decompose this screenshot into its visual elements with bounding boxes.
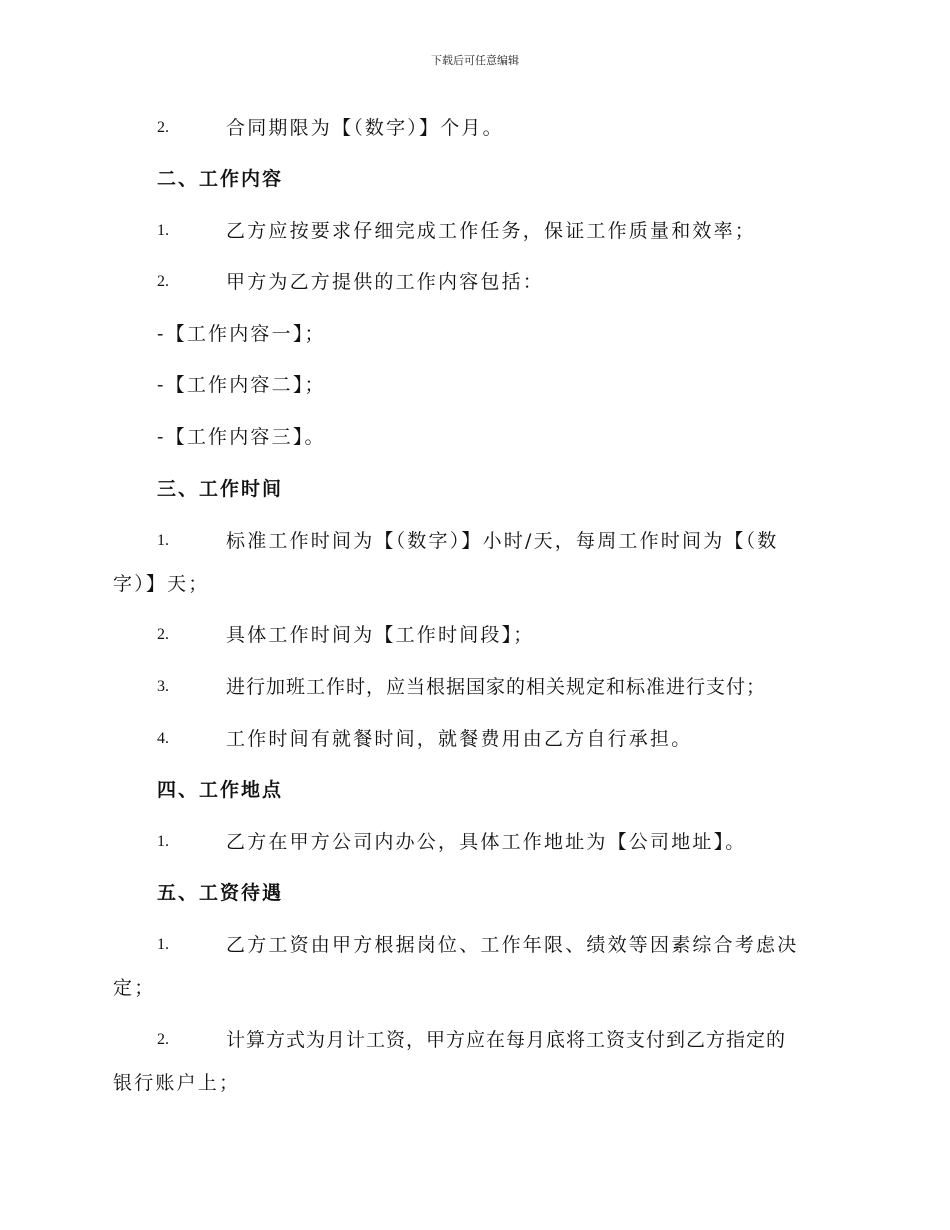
- clause-text: 进行加班工作时，应当根据国家的相关规定和标准进行支付；: [226, 676, 767, 698]
- section-heading: 四、工作地点: [157, 779, 284, 801]
- clause-number: 1.: [157, 532, 169, 549]
- clause-number: 1.: [157, 833, 169, 850]
- clause-text: 工作时间有就餐时间，就餐费用由乙方自行承担。: [226, 728, 693, 750]
- clause-text-continued: 字）】天；: [113, 573, 210, 595]
- clause-number: 2.: [157, 273, 169, 290]
- clause-text: 合同期限为【（数字）】个月。: [226, 117, 504, 139]
- clause-text: 计算方式为月计工资，甲方应在每月底将工资支付到乙方指定的: [226, 1029, 787, 1051]
- clause-number: 1.: [157, 936, 169, 953]
- clause-number: 4.: [157, 730, 169, 747]
- section-heading: 三、工作时间: [157, 478, 284, 500]
- section-heading: 二、工作内容: [157, 168, 284, 190]
- clause-text: 标准工作时间为【（数字）】小时/天，每周工作时间为【（数: [226, 530, 779, 552]
- clause-text: 乙方工资由甲方根据岗位、工作年限、绩效等因素综合考虑决: [226, 934, 799, 956]
- clause-text: 甲方为乙方提供的工作内容包括：: [226, 271, 545, 293]
- bullet-text: -【工作内容三】。: [157, 426, 326, 448]
- clause-number: 2.: [157, 626, 169, 643]
- clause-number: 2.: [157, 119, 169, 136]
- clause-text-continued: 银行账户上；: [113, 1072, 241, 1094]
- section-heading: 五、工资待遇: [157, 882, 284, 904]
- bullet-text: -【工作内容一】；: [157, 323, 326, 345]
- clause-number: 1.: [157, 222, 169, 239]
- clause-number: 2.: [157, 1031, 169, 1048]
- clause-number: 3.: [157, 678, 169, 695]
- page-header: 下载后可任意编辑: [431, 54, 519, 67]
- clause-text: 乙方在甲方公司内办公，具体工作地址为【公司地址】。: [226, 831, 747, 853]
- bullet-text: -【工作内容二】；: [157, 374, 326, 396]
- clause-text: 具体工作时间为【工作时间段】；: [226, 624, 535, 646]
- clause-text: 乙方应按要求仔细完成工作任务，保证工作质量和效率；: [226, 220, 757, 242]
- clause-text-continued: 定；: [113, 977, 156, 999]
